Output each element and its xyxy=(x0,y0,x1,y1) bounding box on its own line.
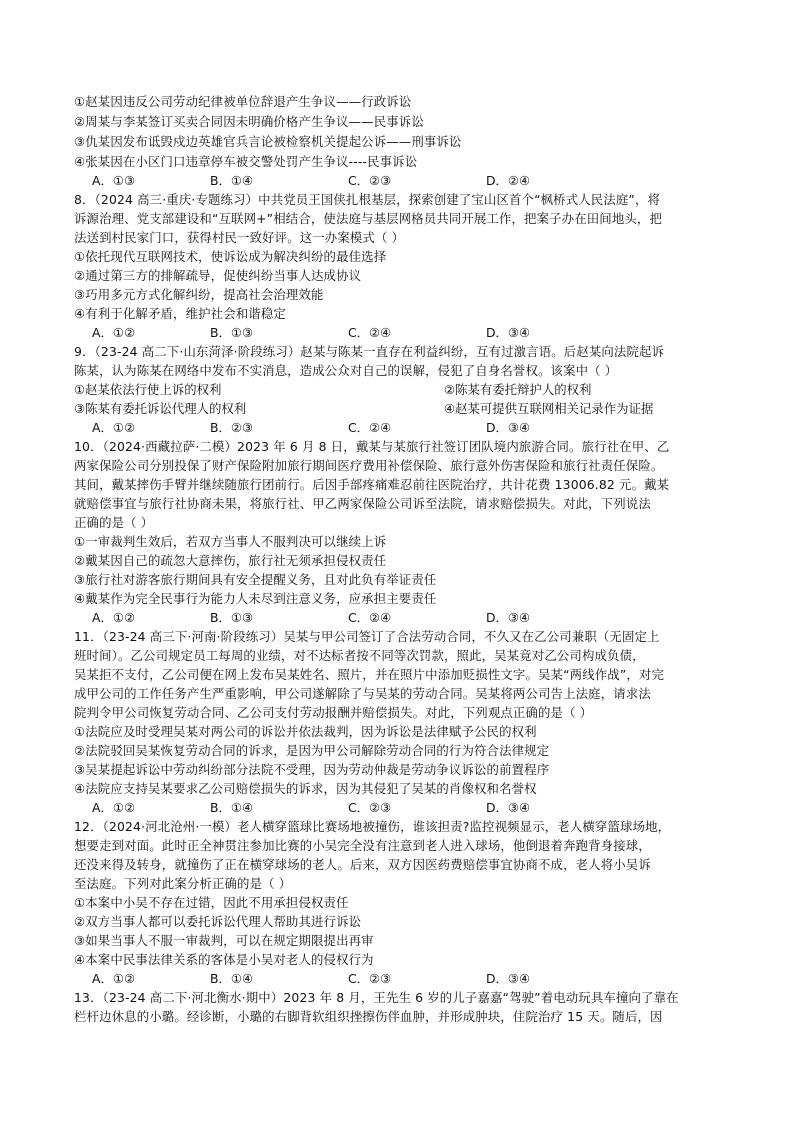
q7-options xyxy=(92,171,632,190)
q11-option-d: D．③④ xyxy=(486,800,531,815)
q11-item-2: ②法院驳回吴某恢复劳动合同的诉求，是因为甲公司解除劳动合同的行为符合法律规定 xyxy=(74,743,550,758)
q12-option-c: C．②③ xyxy=(348,971,392,986)
q9-option-a: A．①② xyxy=(92,420,136,435)
q8-options xyxy=(92,323,632,342)
q10-stem-line-3: 其间，戴某摔伤手臂并继续随旅行团前行。后因手部疼痛难忍前往医院治疗，共计花费 13006.82 元。戴某 xyxy=(74,477,670,492)
q12-item-4: ④本案中民事法律关系的客体是小吴对老人的侵权行为 xyxy=(74,952,374,967)
q9-stem-line-1: 9．（23-24 高二下·山东菏泽·阶段练习）赵某与陈某一直存在利益纠纷，互有过激言语。后赵某向法院起诉 xyxy=(74,344,665,359)
q11-options xyxy=(92,798,632,817)
q8-item-2: ②通过第三方的排解疏导，促使纠纷当事人达成协议 xyxy=(74,268,362,283)
q11-stem-line-3: 吴某拒不支付，乙公司便在网上发布吴某姓名、照片，并在照片中添加贬损性文字。吴某“两线作战”，对完 xyxy=(74,667,665,682)
q10-item-4: ④戴某作为完全民事行为能力人未尽到注意义务，应承担主要责任 xyxy=(74,591,437,606)
q10-item-1: ①一审裁判生效后，若双方当事人不服判决可以继续上诉 xyxy=(74,534,387,549)
q7-option-c: C．②③ xyxy=(348,173,392,188)
q12-item-1: ①本案中小吴不存在过错，因此不用承担侵权责任 xyxy=(74,895,349,910)
q7-item-3: ③仇某因发布诋毁戍边英雄官兵言论被检察机关提起公诉——刑事诉讼 xyxy=(74,134,462,149)
q7-item-2: ②周某与李某签订买卖合同因未明确价格产生争议——民事诉讼 xyxy=(74,114,424,129)
q11-stem-line-2: 班时间）。乙公司规定员工每周的业绩，对不达标者按不同等次罚款，照此，吴某竟对乙公司构成负债， xyxy=(74,648,645,663)
q7-option-d: D．②④ xyxy=(486,173,531,188)
q9-options xyxy=(92,418,632,437)
q12-stem-line-3: 还没来得及转身，就撞伤了正在横穿球场的老人。后来，双方因医药费赔偿事宜协商不成，老人将小吴诉 xyxy=(74,857,651,872)
q8-option-b: B．①③ xyxy=(210,325,254,340)
q10-option-d: D．③④ xyxy=(486,610,531,625)
q8-option-c: C．②④ xyxy=(348,325,392,340)
q11-stem-line-4: 成甲公司的工作任务产生严重影响，甲公司遂解除了与吴某的劳动合同。吴某将两公司告上法庭，请求法 xyxy=(74,686,651,701)
q10-item-2: ②戴某因自己的疏忽大意摔伤，旅行社无须承担侵权责任 xyxy=(74,553,387,568)
q10-stem-line-5: 正确的是（ ） xyxy=(74,515,154,530)
q11-stem-line-1: 11．（23-24 高三下·河南·阶段练习）吴某与甲公司签订了合法劳动合同，不久又在乙公司兼职（无固定上 xyxy=(74,629,660,644)
q10-stem-line-1: 10．（2024·西藏拉萨·二模）2023 年 6 月 8 日，戴某与某旅行社签订团队境内旅游合同。旅行社在甲、乙 xyxy=(74,439,670,454)
q8-stem-line-2: 诉源治理、党支部建设和“互联网+”相结合，使法庭与基层网格员共同开展工作，把案子办在田间地头，把 xyxy=(74,211,662,226)
q10-option-c: C．②④ xyxy=(348,610,392,625)
q9-item-2: ②陈某有委托辩护人的权利 xyxy=(444,382,592,397)
q8-option-a: A．①② xyxy=(92,325,136,340)
q9-option-d: D．③④ xyxy=(486,420,531,435)
q9-option-c: C．②④ xyxy=(348,420,392,435)
q13-stem-line-1: 13．（23-24 高二下·河北衡水·期中）2023 年 8 月，王先生 6 岁的儿子嘉嘉“驾驶”着电动玩具车撞向了靠在 xyxy=(74,990,679,1005)
q10-stem-line-2: 两家保险公司分别投保了财产保险附加旅行期间医疗费用补偿保险、旅行意外伤害保险和旅行社责任保险。 xyxy=(74,458,664,473)
q12-option-d: D．③④ xyxy=(486,971,531,986)
q12-item-2: ②双方当事人都可以委托诉讼代理人帮助其进行诉讼 xyxy=(74,914,362,929)
q7-option-a: A．①③ xyxy=(92,173,136,188)
q10-stem-line-4: 就赔偿事宜与旅行社协商未果，将旅行社、甲乙两家保险公司诉至法院，请求赔偿损失。对此，下列说法 xyxy=(74,496,651,511)
q8-item-4: ④有利于化解矛盾，维护社会和谐稳定 xyxy=(74,306,286,321)
q10-item-3: ③旅行社对游客旅行期间具有安全提醒义务，且对此负有举证责任 xyxy=(74,572,437,587)
q9-option-b: B．②③ xyxy=(210,420,254,435)
q12-stem-line-4: 至法庭。下列对此案分析正确的是（ ） xyxy=(74,876,292,891)
q10-options xyxy=(92,608,632,627)
q7-option-b: B．①④ xyxy=(210,173,254,188)
q10-option-b: B．①③ xyxy=(210,610,254,625)
q11-option-b: B．①④ xyxy=(210,800,254,815)
q8-item-1: ①依托现代互联网技术，使诉讼成为解决纠纷的最佳选择 xyxy=(74,249,387,264)
q11-item-1: ①法院应及时受理吴某对两公司的诉讼并依法裁判，因为诉讼是法律赋予公民的权利 xyxy=(74,724,537,739)
q12-option-a: A．①② xyxy=(92,971,136,986)
q11-option-a: A．①② xyxy=(92,800,136,815)
q9-item-1: ①赵某依法行使上诉的权利 xyxy=(74,382,222,397)
q11-option-c: C．②③ xyxy=(348,800,392,815)
q8-item-3: ③巧用多元方式化解纠纷，提高社会治理效能 xyxy=(74,287,324,302)
q11-item-4: ④法院应支持吴某要求乙公司赔偿损失的诉求，因为其侵犯了吴某的肖像权和名誉权 xyxy=(74,781,537,796)
q12-stem-line-2: 想要走到对面。此时正全神贯注参加比赛的小吴完全没有注意到老人进入球场，他倒退着奔跑背身接球， xyxy=(74,838,651,853)
q9-item-4: ④赵某可提供互联网相关记录作为证据 xyxy=(444,401,654,416)
q12-options xyxy=(92,969,632,988)
q8-stem-line-1: 8．（2024 高三·重庆·专题练习）中共党员王国侠扎根基层，探索创建了宝山区首个“枫桥式人民法庭”，将 xyxy=(74,192,661,207)
q9-stem-line-2: 陈某，认为陈某在网络中发布不实消息，造成公众对自己的误解，侵犯了自身名誉权。该案中（ ） xyxy=(74,363,618,378)
q8-option-d: D．③④ xyxy=(486,325,531,340)
q7-item-1: ①赵某因违反公司劳动纪律被单位辞退产生争议——行政诉讼 xyxy=(74,94,412,109)
q12-stem-line-1: 12．（2024·河北沧州·一模）老人横穿篮球比赛场地被撞伤，谁该担责?监控视频显示，老人横穿篮球场地， xyxy=(74,819,671,834)
q10-option-a: A．①② xyxy=(92,610,136,625)
q12-option-b: B．①④ xyxy=(210,971,254,986)
q12-item-3: ③如果当事人不服一审裁判，可以在规定期限提出再审 xyxy=(74,933,374,948)
q9-item-3: ③陈某有委托诉讼代理人的权利 xyxy=(74,401,247,416)
q13-stem-line-2: 栏杆边休息的小璐。经诊断，小璐的右脚背软组织挫擦伤伴血肿，并形成肿块，住院治疗 15 天。随后，因 xyxy=(74,1009,663,1024)
q8-stem-line-3: 法送到村民家门口，获得村民一致好评。这一办案模式（ ） xyxy=(74,230,405,245)
q9-items-row-2 xyxy=(74,399,714,418)
q11-item-3: ③吴某提起诉讼中劳动纠纷部分法院不受理，因为劳动仲裁是劳动争议诉讼的前置程序 xyxy=(74,762,550,777)
q9-items-row-1 xyxy=(74,380,714,399)
q11-stem-line-5: 院判令甲公司恢复劳动合同、乙公司支付劳动报酬并赔偿损失。对此，下列观点正确的是（ ） xyxy=(74,705,593,720)
q7-item-4: ④张某因在小区门口违章停车被交警处罚产生争议----民事诉讼 xyxy=(74,154,418,169)
